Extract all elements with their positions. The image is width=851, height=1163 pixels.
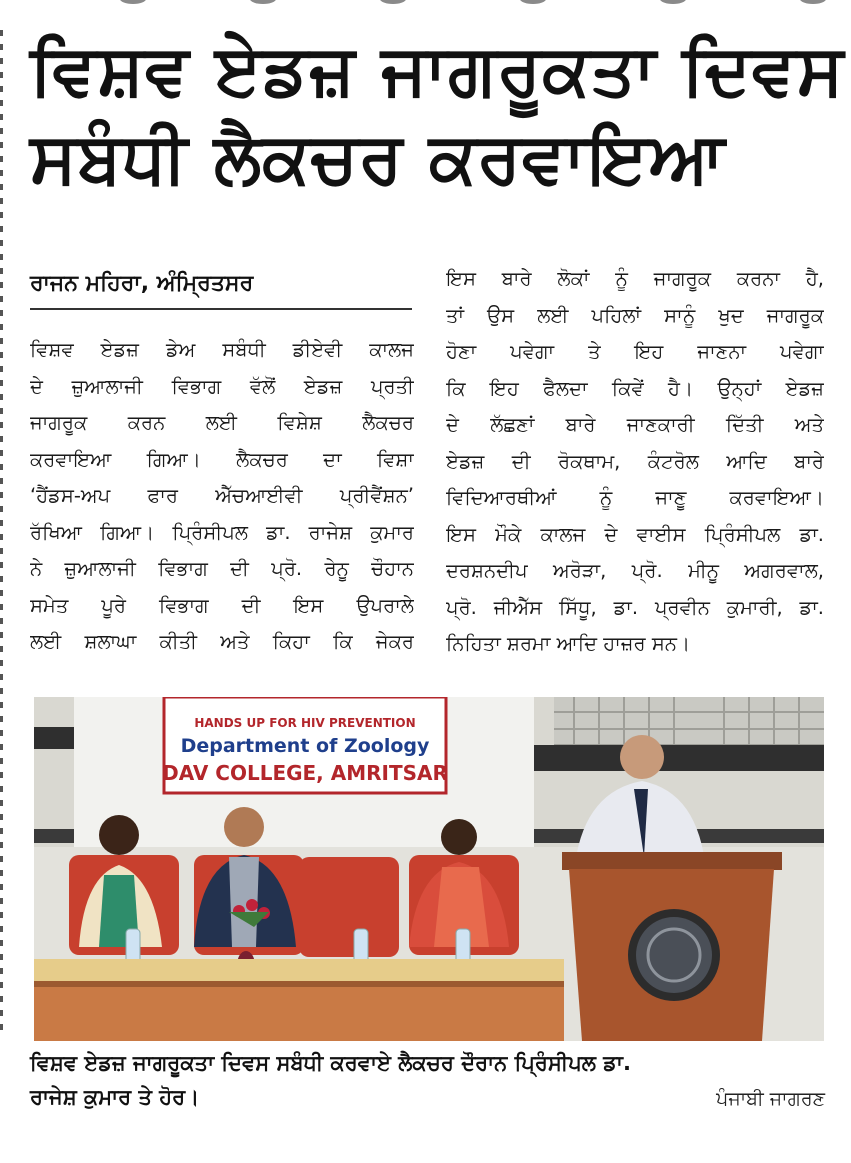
body-line: ਜਾਗਰੂਕ ਕਰਨ ਲਈ ਵਿਸ਼ੇਸ਼ ਲੈਕਚਰ	[30, 411, 414, 434]
body-column-left	[30, 332, 414, 661]
event-photo	[34, 697, 824, 1041]
photo-credit: ਪੰਜਾਬੀ ਜਾਗਰਣ	[716, 1088, 825, 1110]
banner-line-3: DAV COLLEGE, AMRITSAR	[162, 761, 448, 785]
body-line: ਵਿਸ਼ਵ ਏਡਜ਼ ਡੇਅ ਸਬੰਧੀ ਡੀਏਵੀ ਕਾਲਜ	[30, 338, 414, 361]
body-line: ‘ਹੈਂਡਸ-ਅਪ ਫਾਰ ਐੱਚਆਈਵੀ ਪ੍ਰੀਵੈਂਸ਼ਨ’	[30, 484, 414, 507]
body-line: ਲਈ ਸ਼ਲਾਘਾ ਕੀਤੀ ਅਤੇ ਕਿਹਾ ਕਿ ਜੇਕਰ	[30, 630, 414, 653]
byline-rule	[30, 308, 412, 310]
photo-caption	[30, 1046, 824, 1114]
body-line: ਨਿਹਿਤਾ ਸ਼ਰਮਾ ਆਦਿ ਹਾਜ਼ਰ ਸਨ।	[446, 632, 691, 655]
body-line: ਇਸ ਬਾਰੇ ਲੋਕਾਂ ਨੂੰ ਜਾਗਰੂਕ ਕਰਨਾ ਹੈ,	[446, 267, 824, 290]
body-line: ਇਸ ਮੌਕੇ ਕਾਲਜ ਦੇ ਵਾਈਸ ਪ੍ਰਿੰਸੀਪਲ ਡਾ.	[446, 522, 824, 546]
body-line: ਏਡਜ਼ ਦੀ ਰੋਕਥਾਮ, ਕੰਟਰੋਲ ਆਦਿ ਬਾਰੇ	[446, 449, 824, 473]
body-line: ਦੇ ਜ਼ੁਆਲਾਜੀ ਵਿਭਾਗ ਵੱਲੋਂ ਏਡਜ਼ ਪ੍ਰਤੀ	[30, 374, 414, 398]
caption-line-1: ਵਿਸ਼ਵ ਏਡਜ਼ ਜਾਗਰੂਕਤਾ ਦਿਵਸ ਸਬੰਧੀ ਕਰਵਾਏ ਲੈਕਚਰ ਦੌਰਾਨ ਪ੍ਰਿੰਸੀਪਲ ਡਾ.	[30, 1051, 631, 1075]
article-headline	[30, 26, 845, 202]
body-line: ਕਰਵਾਇਆ ਗਿਆ। ਲੈਕਚਰ ਦਾ ਵਿਸ਼ਾ	[30, 447, 414, 471]
body-column-right	[446, 261, 824, 663]
column-divider	[0, 30, 3, 1030]
body-line: ਸਮੇਤ ਪੂਰੇ ਵਿਭਾਗ ਦੀ ਇਸ ਉਪਰਾਲੇ	[30, 593, 414, 617]
banner-line-2: Department of Zoology	[180, 735, 430, 757]
body-line: ਕਿ ਇਹ ਫੈਲਦਾ ਕਿਵੇਂ ਹੈ। ਉਨ੍ਹਾਂ ਏਡਜ਼	[446, 376, 824, 400]
banner-line-1: HANDS UP FOR HIV PREVENTION	[194, 716, 416, 730]
body-line: ਰੱਖਿਆ ਗਿਆ। ਪ੍ਰਿੰਸੀਪਲ ਡਾ. ਰਾਜੇਸ਼ ਕੁਮਾਰ	[30, 520, 414, 544]
body-line: ਵਿਦਿਆਰਥੀਆਂ ਨੂੰ ਜਾਣੂ ਕਰਵਾਇਆ।	[446, 486, 824, 509]
byline: ਰਾਜਨ ਮਹਿਰਾ, ਅੰਮ੍ਰਿਤਸਰ	[30, 271, 254, 296]
body-line: ਹੋਣਾ ਪਵੇਗਾ ਤੇ ਇਹ ਜਾਣਨਾ ਪਵੇਗਾ	[446, 340, 824, 363]
body-line: ਦਰਸ਼ਨਦੀਪ ਅਰੋੜਾ, ਪ੍ਰੋ. ਮੀਨੂ ਅਗਰਵਾਲ,	[446, 559, 824, 582]
body-line: ਤਾਂ ਉਸ ਲਈ ਪਹਿਲਾਂ ਸਾਨੂੰ ਖੁਦ ਜਾਗਰੂਕ	[446, 303, 824, 327]
body-line: ਦੇ ਲੱਛਣਾਂ ਬਾਰੇ ਜਾਣਕਾਰੀ ਦਿੱਤੀ ਅਤੇ	[446, 413, 824, 436]
caption-line-2: ਰਾਜੇਸ਼ ਕੁਮਾਰ ਤੇ ਹੋਰ।	[30, 1085, 200, 1109]
body-line: ਪ੍ਰੋ. ਜੀਐੱਸ ਸਿੱਧੂ, ਡਾ. ਪ੍ਰਵੀਨ ਕੁਮਾਰੀ, ਡਾ.	[446, 595, 824, 619]
headline-line-1: ਵਿਸ਼ਵ ਏਡਜ਼ ਜਾਗਰੂਕਤਾ ਦਿਵਸ	[30, 29, 845, 111]
previous-article-edge	[0, 0, 851, 10]
body-line: ਨੇ ਜ਼ੁਆਲਾਜੀ ਵਿਭਾਗ ਦੀ ਪ੍ਰੋ. ਰੇਨੂ ਚੌਹਾਨ	[30, 557, 414, 580]
headline-line-2: ਸਬੰਧੀ ਲੈਕਚਰ ਕਰਵਾਇਆ	[30, 117, 726, 199]
